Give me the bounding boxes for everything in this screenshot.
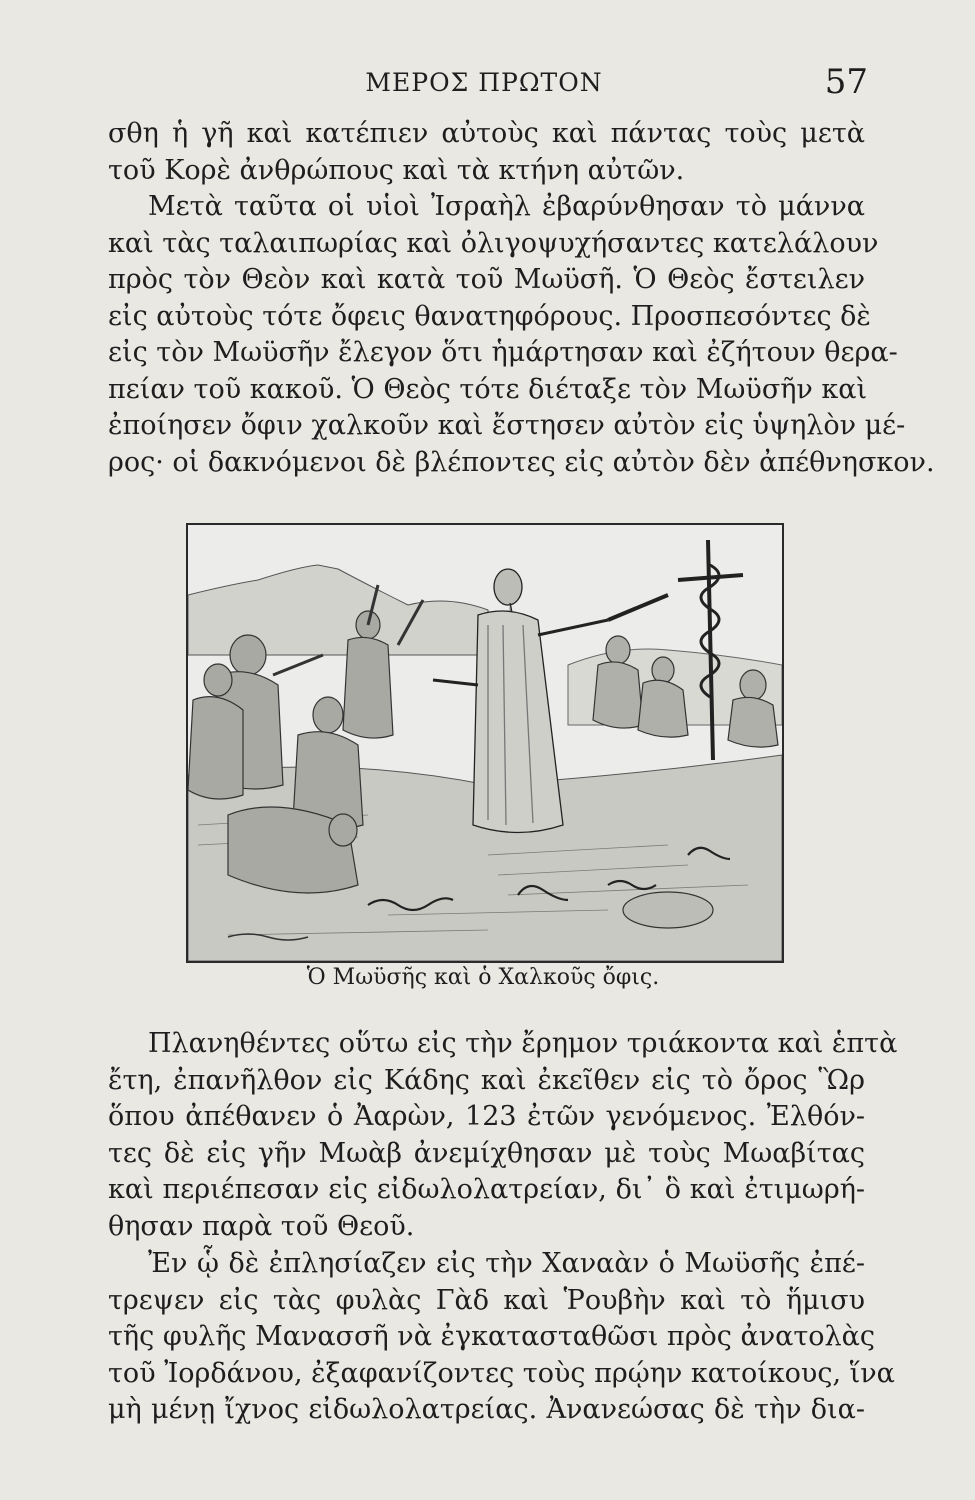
section-title: ΜΕΡΟΣ ΠΡΩΤΟΝ: [365, 68, 603, 97]
text-line: τρεψεν εἰς τὰς φυλὰς Γὰδ καὶ Ῥουβὴν καὶ τὸ ἥμισυ: [108, 1284, 865, 1316]
staff: [608, 595, 668, 620]
text-line: τῆς φυλῆς Μανασσῆ νὰ ἐγκατασταθῶσι πρὸς ἀνατολὰς: [108, 1321, 875, 1352]
text-line: ρος· οἱ δακνόμενοι δὲ βλέποντες εἰς αὐτὸν δὲν ἀπέθνησκον.: [108, 446, 935, 478]
fallen-figure: [623, 892, 713, 928]
text-line: θησαν παρὰ τοῦ Θεοῦ.: [108, 1210, 415, 1242]
text-line: Μετὰ ταῦτα οἱ υἱοὶ Ἰσραὴλ ἐβαρύνθησαν τὸ μάννα: [148, 191, 865, 222]
text-line: Πλανηθέντες οὕτω εἰς τὴν ἔρημον τριάκοντα καὶ ἑπτὰ: [148, 1028, 898, 1059]
text-line: Ἐν ᾧ δὲ ἐπλησίαζεν εἰς τὴν Χαναὰν ὁ Μωϋσῆς ἐπέ-: [148, 1248, 865, 1279]
text-line: τοῦ Κορὲ ἀνθρώπους καὶ τὰ κτήνη αὐτῶν.: [108, 154, 685, 186]
figure-caption: Ὁ Μωϋσῆς καὶ ὁ Χαλκοῦς ὄφις.: [306, 965, 660, 990]
engraving-illustration: [186, 523, 784, 963]
paragraph-2: [108, 1026, 898, 1245]
text-line: πείαν τοῦ κακοῦ. Ὁ Θεὸς τότε διέταξε τὸν Μωϋσῆν καὶ: [108, 373, 868, 405]
text-line: καὶ τὰς ταλαιπωρίας καὶ ὀλιγοψυχήσαντες κατελάλουν: [108, 227, 879, 259]
text-line: εἰς τὸν Μωϋσῆν ἔλεγον ὅτι ἡμάρτησαν καὶ ἐζήτουν θερα-: [108, 337, 898, 368]
text-line: εἰς αὐτοὺς τότε ὄφεις θανατηφόρους. Προσπεσόντες δὲ: [108, 300, 871, 332]
text-line: μὴ μένῃ ἴχνος εἰδωλολατρείας. Ἀνανεώσας δὲ τὴν δια-: [108, 1394, 865, 1425]
text-line: ἐποίησεν ὄφιν χαλκοῦν καὶ ἔστησεν αὐτὸν εἰς ὑψηλὸν μέ-: [108, 410, 906, 441]
text-line: πρὸς τὸν Θεὸν καὶ κατὰ τοῦ Μωϋσῆ. Ὁ Θεὸς ἔστειλεν: [108, 264, 865, 295]
hills: [188, 565, 488, 655]
running-header: [108, 62, 868, 102]
page-number: 57: [824, 62, 868, 102]
text-line: ὅπου ἀπέθανεν ὁ Ἀαρὼν, 123 ἐτῶν γενόμενος. Ἐλθόν-: [108, 1101, 865, 1132]
engraving-drawing: [188, 525, 782, 961]
text-line: τοῦ Ἰορδάνου, ἐξαφανίζοντες τοὺς πρῴην κατοίκους, ἵνα: [108, 1357, 895, 1389]
text-line: καὶ περιέπεσαν εἰς εἰδωλολατρείαν, δι᾽ ὃ καὶ ἐτιμωρή-: [108, 1174, 865, 1205]
paragraph-3: [108, 1246, 895, 1429]
text-line: σθη ἡ γῆ καὶ κατέπιεν αὐτοὺς καὶ πάντας τοὺς μετὰ: [108, 118, 865, 149]
text-line: ἔτη, ἐπανῆλθον εἰς Κάδης καὶ ἐκεῖθεν εἰς τὸ ὄρος Ὣρ: [108, 1064, 865, 1096]
text-line: τες δὲ εἰς γῆν Μωὰβ ἀνεμίχθησαν μὲ τοὺς Μωαβίτας: [108, 1137, 865, 1169]
paragraph-1: [108, 116, 935, 481]
